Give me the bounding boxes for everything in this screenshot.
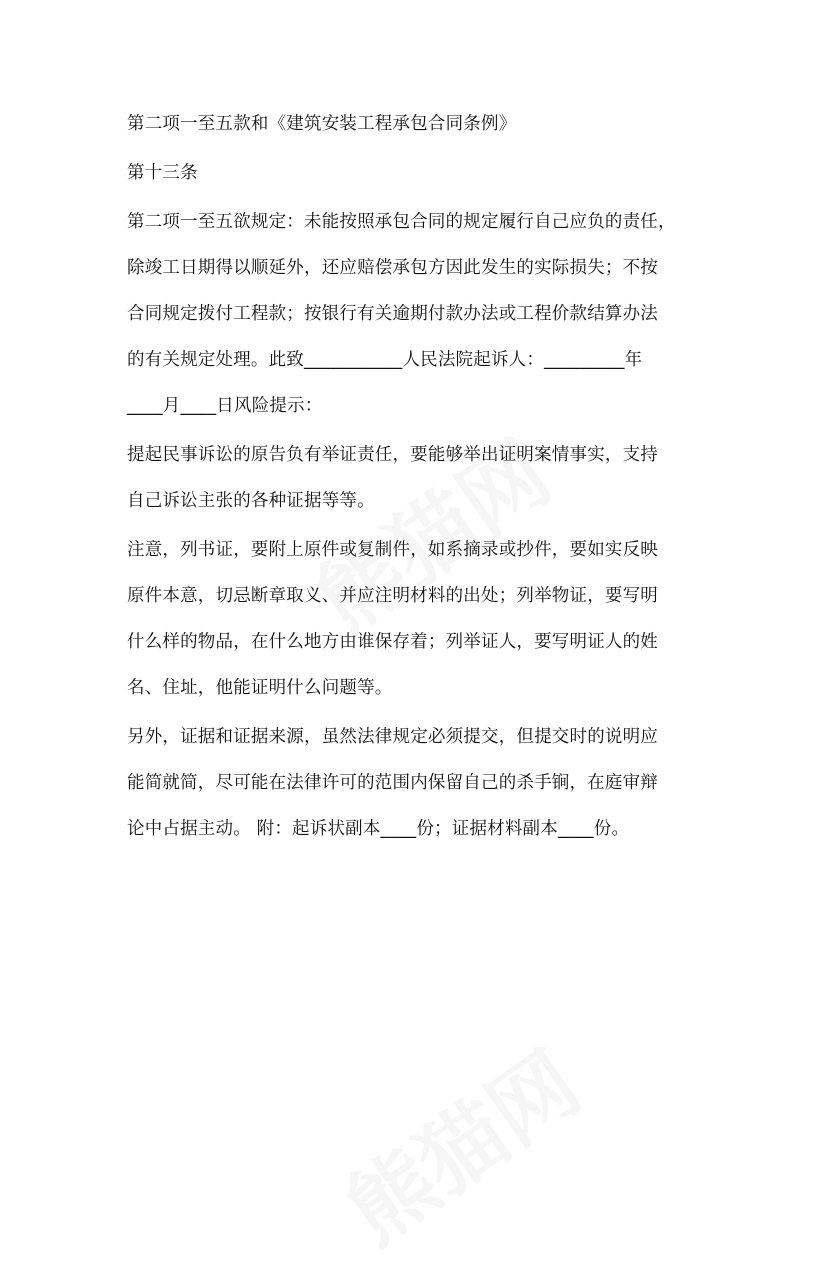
paragraph-5 <box>127 532 727 706</box>
text-line: 第十三条 <box>127 163 198 183</box>
text-line: 注意，列书证，要附上原件或复制件，如系摘录或抄件，要如实反映 <box>127 540 658 560</box>
paragraph-4 <box>127 437 727 519</box>
text-line: 第二项一至五款和《建筑安装工程承包合同条例》 <box>127 114 517 134</box>
text-line: 什么样的物品，在什么地方由谁保存着；列举证人，要写明证人的姓 <box>127 632 658 652</box>
document-body <box>127 106 727 847</box>
text-line: 自己诉讼主张的各种证据等等。 <box>127 491 375 511</box>
paragraph-2 <box>127 155 727 191</box>
watermark <box>318 1017 600 1267</box>
text-line: 名、住址，他能证明什么问题等。 <box>127 678 393 698</box>
text-line: 合同规定拨付工程款；按银行有关逾期付款办法或工程价款结算办法 <box>127 304 658 324</box>
text-line: 能简就简，尽可能在法律许可的范围内保留自己的杀手锏，在庭审辩 <box>127 773 658 793</box>
paragraph-6 <box>127 719 727 847</box>
text-line: 除竣工日期得以顺延外，还应赔偿承包方因此发生的实际损失；不按 <box>127 258 658 278</box>
text-line: 另外，证据和证据来源，虽然法律规定必须提交，但提交时的说明应 <box>127 727 658 747</box>
text-line: ____月____日风险提示： <box>127 396 323 416</box>
text-line: 论中占据主动。 附：起诉状副本____份；证据材料副本____份。 <box>127 819 630 839</box>
text-line: 提起民事诉讼的原告负有举证责任，要能够举出证明案情事实，支持 <box>127 445 658 465</box>
paragraph-3 <box>127 204 727 424</box>
text-line: 第二项一至五欲规定：未能按照承包合同的规定履行自己应负的责任， <box>127 212 676 232</box>
text-line: 的有关规定处理。此致___________人民法院起诉人：_________年 <box>127 350 643 370</box>
text-line: 原件本意，切忌断章取义、并应注明材料的出处；列举物证，要写明 <box>127 586 658 606</box>
paragraph-1 <box>127 106 727 142</box>
